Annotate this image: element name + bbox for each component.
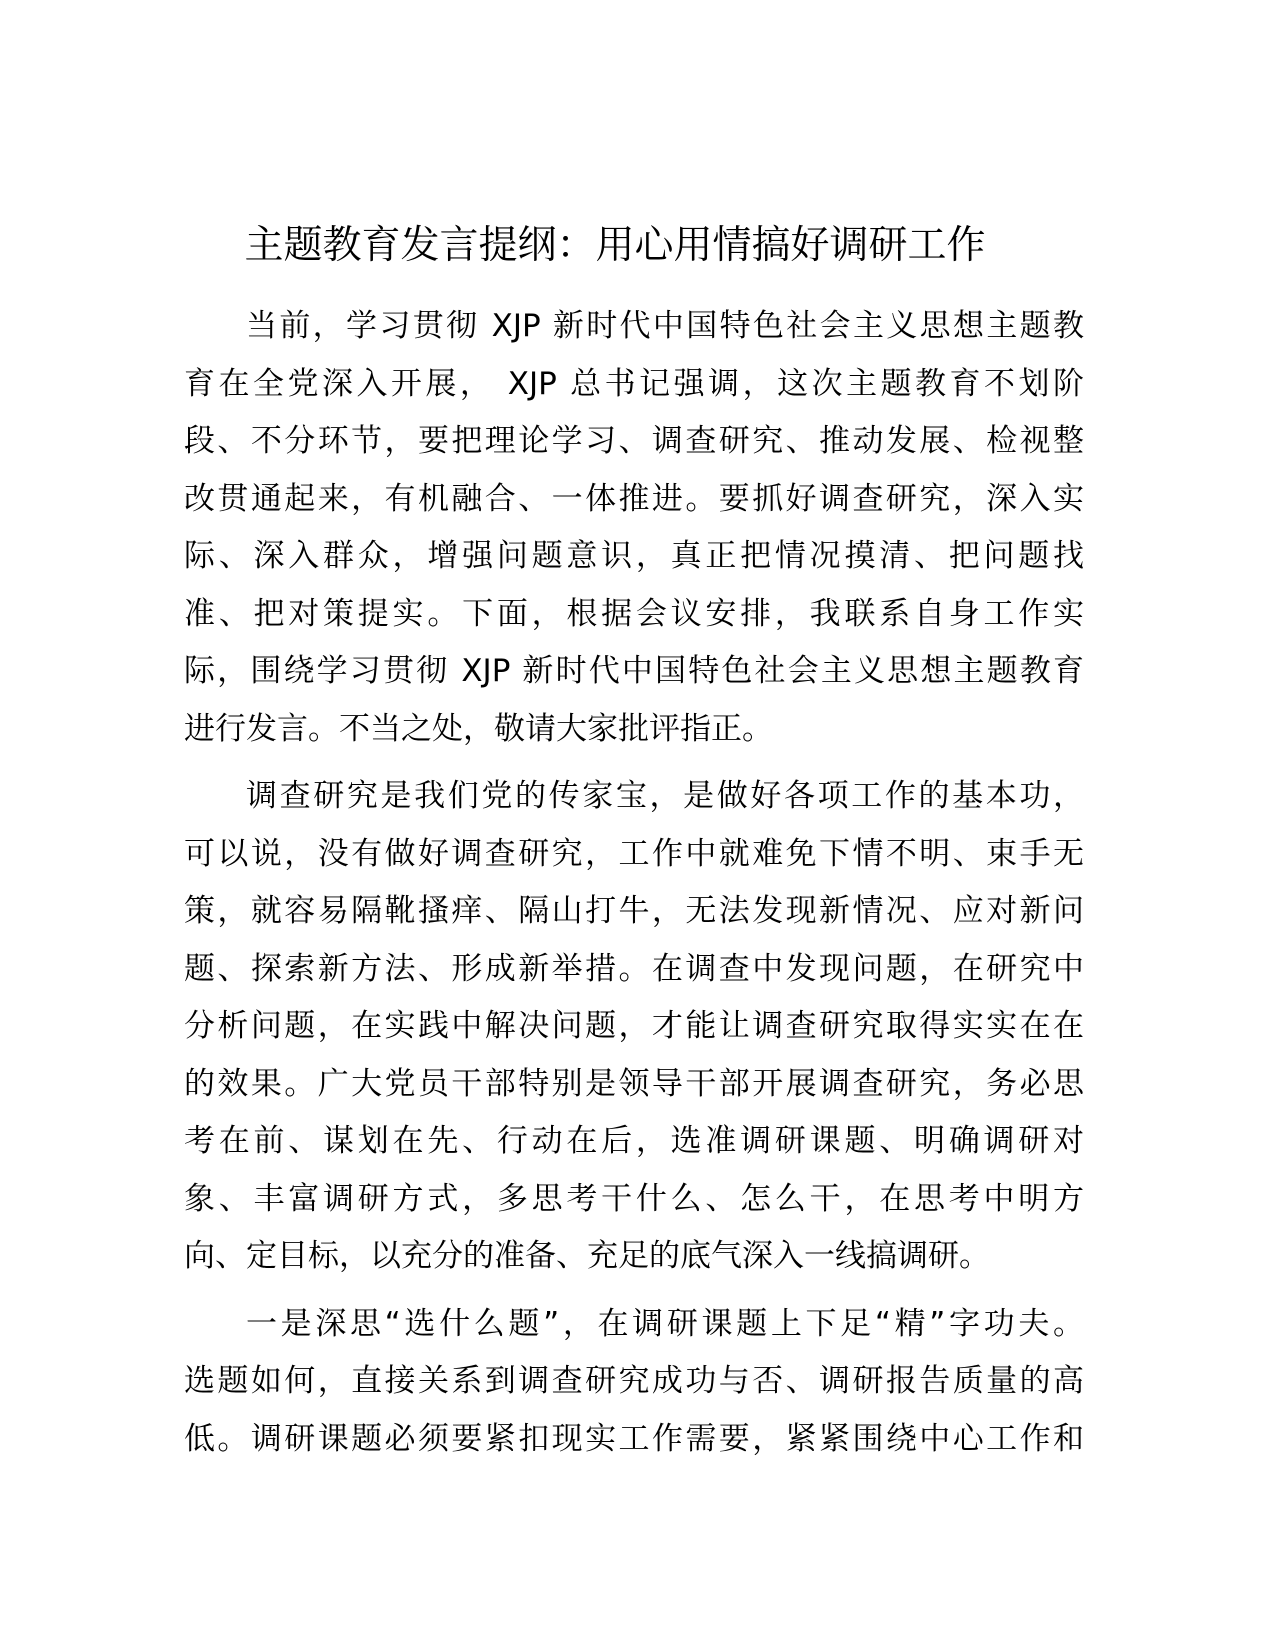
text-line: 调查研究是我们党的传家宝，是做好各项工作的基本功，	[246, 778, 1084, 814]
text-line: 低。调研课题必须要紧扣现实工作需要，紧紧围绕中心工作和	[184, 1420, 1084, 1457]
text-line: 的效果。广大党员干部特别是领导干部开展调查研究，务必思	[184, 1065, 1084, 1102]
text-line: 当前，学习贯彻 XJP 新时代中国特色社会主义思想主题教	[246, 308, 1084, 344]
text-line: 一是深思“选什么题”，在调研课题上下足“精”字功夫。	[246, 1305, 1084, 1342]
paragraph	[184, 1296, 1084, 1469]
text-line: 象、丰富调研方式，多思考干什么、怎么干，在思考中明方	[184, 1180, 1084, 1217]
text-line: 分析问题，在实践中解决问题，才能让调查研究取得实实在在	[184, 1008, 1084, 1044]
text-line: 育在全党深入开展， XJP 总书记强调，这次主题教育不划阶	[184, 365, 1084, 402]
text-line: 准、把对策提实。下面，根据会议安排，我联系自身工作实	[184, 595, 1084, 632]
text-line: 题、探索新方法、形成新举措。在调查中发现问题，在研究中	[184, 950, 1084, 987]
text-line: 选题如何，直接关系到调查研究成功与否、调研报告质量的高	[184, 1363, 1084, 1399]
text-line: 进行发言。不当之处，敬请大家批评指正。	[184, 710, 773, 747]
paragraph	[184, 768, 1084, 1286]
text-line: 可以说，没有做好调查研究，工作中就难免下情不明、束手无	[184, 835, 1084, 872]
text-line: 改贯通起来，有机融合、一体推进。要抓好调查研究，深入实	[184, 480, 1084, 517]
text-line: 策，就容易隔靴搔痒、隔山打牛，无法发现新情况、应对新问	[184, 893, 1084, 929]
document-body	[184, 298, 1084, 1478]
paragraph	[184, 298, 1084, 758]
text-line: 考在前、谋划在先、行动在后，选准调研课题、明确调研对	[184, 1123, 1084, 1159]
document-title: 主题教育发言提纲：用心用情搞好调研工作	[244, 223, 986, 268]
text-line: 段、不分环节，要把理论学习、调查研究、推动发展、检视整	[184, 423, 1084, 459]
text-line: 际，围绕学习贯彻 XJP 新时代中国特色社会主义思想主题教育	[184, 653, 1084, 689]
text-line: 际、深入群众，增强问题意识，真正把情况摸清、把问题找	[184, 538, 1084, 574]
text-line: 向、定目标，以充分的准备、充足的底气深入一线搞调研。	[184, 1238, 990, 1274]
